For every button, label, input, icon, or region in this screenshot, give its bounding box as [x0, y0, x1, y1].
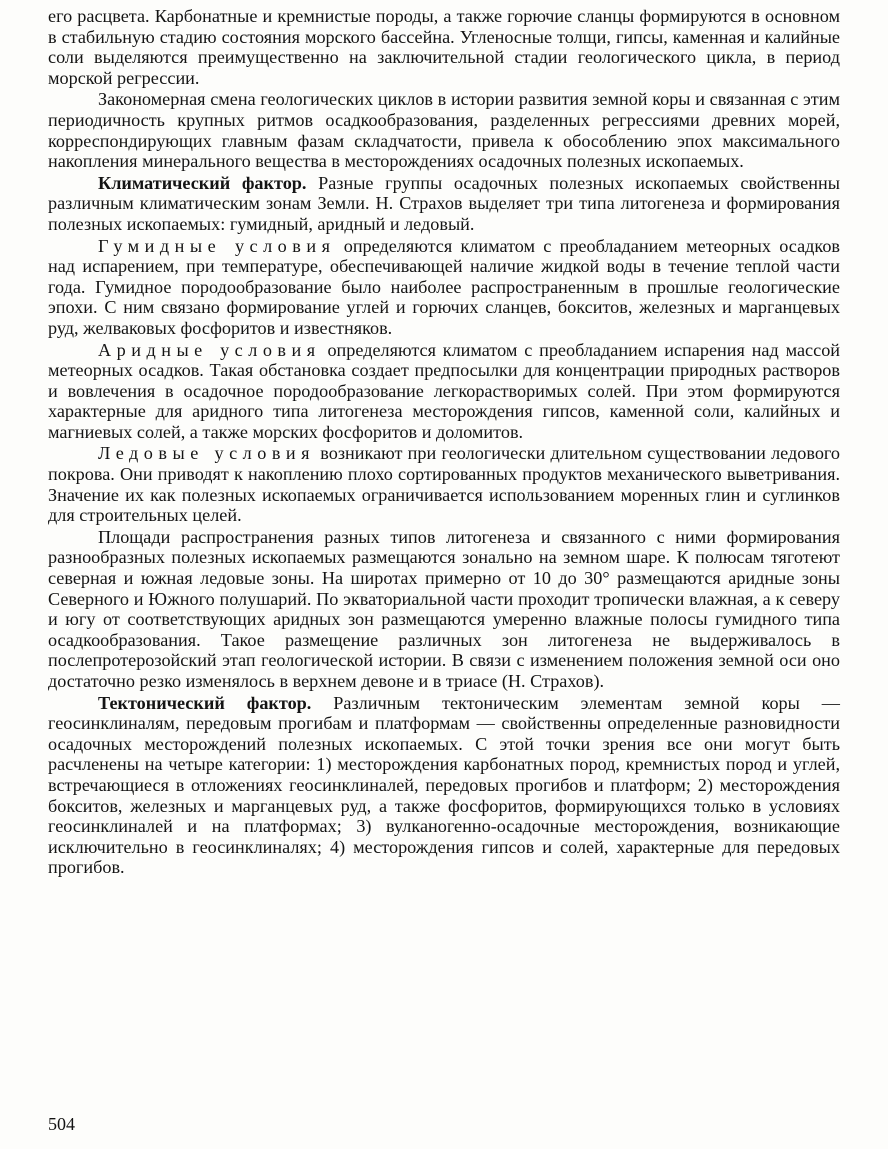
paragraph-text: определяются климатом с преобладанием испарения над массой метеорных осадков. Такая обстановка создает предпосылки для концентрации природных растворов и вовлечения в осадочное породообразование легкорастворимых солей. При этом формируются характерные для аридного типа литогенеза месторождения гипсов, каменной соли, калийных и магниевых солей, а также морских фосфоритов и доломитов.: [48, 339, 841, 442]
paragraph-text: Различным тектоническим элементам земной коры — геосинклиналям, передовым прогибам и платформам — свойственны определенные разновидности осадочных месторождений полезных ископаемых. С этой точки зрения все они могут быть расчленены на четыре категории: 1) месторождения карбонатных пород, кремнистых пород и углей, встречающиеся в отложениях геосинклиналей, передовых прогибов и платформ; 2) месторождения бокситов, железных и марганцевых руд, а также фосфоритов, формирующихся только в условиях геосинклиналей и на платформах; 3) вулканогенно-осадочные месторождения, возникающие исключительно в геосинклиналях; 4) месторождения гипсов и солей, характерные для передовых прогибов.: [48, 692, 840, 878]
paragraph-tectonic-factor: [48, 693, 840, 878]
paragraph-text: Закономерная смена геологических циклов в истории развития земной коры и связанная с этим периодичность крупных ритмов осадкообразования, разделенных регрессиями древних морей, корреспондирующих главным фазам складчатости, привела к обособлению эпох максимального накопления минерального вещества в месторождениях осадочных полезных ископаемых.: [48, 89, 840, 172]
paragraph-climatic-factor: [48, 173, 840, 235]
paragraph-humid-conditions: [48, 236, 840, 339]
section-heading-tectonic-factor: Тектонический фактор.: [98, 692, 312, 713]
spaced-term-arid: Аридные условия: [98, 339, 321, 360]
paragraph-zonal-distribution: [48, 527, 840, 692]
paragraph-arid-conditions: [48, 340, 840, 443]
paragraph-text: Разные группы осадочных полезных ископаемых свойственны различным климатическим зонам Земли. Н. Страхов выделяет три типа литогенеза и формирования полезных ископаемых: гумидный, аридный и ледовый.: [48, 172, 840, 234]
page-number: 504: [48, 1114, 75, 1134]
paragraph-text: определяются климатом с преобладанием метеорных осадков над испарением, при температуре, обеспечивающей наличие жидкой воды в течение теплой части года. Гумидное породообразование было наиболее распространенным в прошлые геологические эпохи. С ним связано формирование углей и горючих сланцев, бокситов, железных и марганцевых руд, желваковых фосфоритов и известняков.: [48, 235, 840, 338]
spaced-term-glacial: Ледовые условия: [98, 443, 316, 464]
paragraph-text: его расцвета. Карбонатные и кремнистые породы, а также горючие сланцы формируются в основном в стабильную стадию состояния морского бассейна. Угленосные толщи, гипсы, каменная и калийные соли выделяются преимущественно на заключительной стадии геологического цикла, в период морской регрессии.: [48, 6, 840, 88]
text-column: [48, 6, 840, 878]
paragraph-text: Площади распространения разных типов литогенеза и связанного с ними формирования разнообразных полезных ископаемых размещаются зонально на земном шаре. К полюсам тяготеют северная и южная ледовые зоны. На широтах примерно от 10 до 30° размещаются аридные зоны Северного и Южного полушарий. По экваториальной части проходит тропически влажная, а к северу и югу от соответствующих аридных зон размещаются умеренно влажные полосы гумидного типа осадкообразования. Такое размещение различных зон литогенеза не выдерживалось в послепротерозойский этап геологической истории. В связи с изменением положения земной оси оно достаточно резко изменялось в верхнем девоне и в триасе (Н. Страхов).: [48, 526, 840, 691]
paragraph-cycles: [48, 89, 840, 171]
spaced-term-humid: Гумидные условия: [98, 235, 336, 256]
paragraph-glacial-conditions: [48, 443, 840, 525]
paragraph-continuation: [48, 6, 840, 88]
paragraph-text: возникают при геологически длительном существовании ледового покрова. Они приводят к накоплению плохо сортированных продуктов механического выветривания. Значение их как полезных ископаемых ограничивается использованием моренных глин и суглинков для строительных целей.: [48, 443, 841, 526]
section-heading-climatic-factor: Климатический фактор.: [98, 172, 307, 193]
